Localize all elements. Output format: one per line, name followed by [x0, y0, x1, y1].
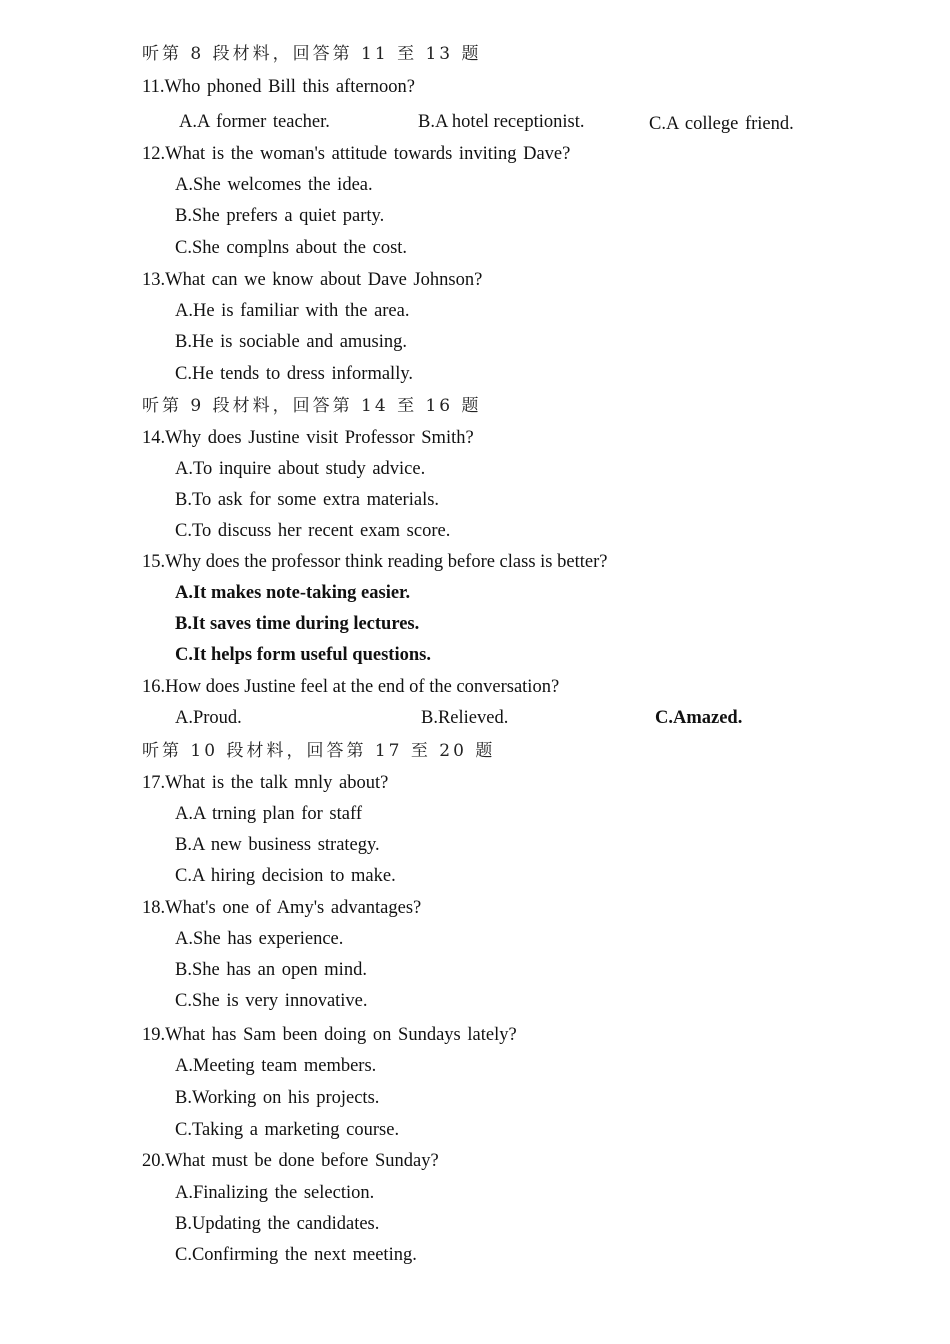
- question-14-option-b: B.To ask for some extra materials.: [175, 490, 440, 510]
- question-14-option-c: C.To discuss her recent exam score.: [175, 521, 451, 541]
- question-17-option-b: B.A new business strategy.: [175, 835, 380, 855]
- question-18-option-a: A.She has experience.: [175, 929, 344, 949]
- question-19-option-c: C.Taking a marketing course.: [175, 1120, 400, 1140]
- question-13-option-b: B.He is sociable and amusing.: [175, 332, 408, 352]
- question-11-option-c: C.A college friend.: [649, 114, 794, 134]
- question-16-option-b: B.Relieved.: [421, 708, 509, 728]
- question-17: 17.What is the talk mnly about?: [142, 773, 389, 793]
- question-15-option-c: C.It helps form useful questions.: [175, 645, 431, 665]
- question-15: 15.Why does the professor think reading before class is better?: [142, 552, 608, 572]
- question-20-option-a: A.Finalizing the selection.: [175, 1183, 375, 1203]
- question-20-option-c: C.Confirming the next meeting.: [175, 1245, 417, 1265]
- question-12-option-a: A.She welcomes the idea.: [175, 175, 373, 195]
- question-14: 14.Why does Justine visit Professor Smith?: [142, 428, 474, 448]
- question-18: 18.What's one of Amy's advantages?: [142, 898, 422, 918]
- question-13-option-c: C.He tends to dress informally.: [175, 364, 414, 384]
- question-19-option-a: A.Meeting team members.: [175, 1056, 377, 1076]
- question-17-option-c: C.A hiring decision to make.: [175, 866, 396, 886]
- question-19-option-b: B.Working on his projects.: [175, 1088, 380, 1108]
- question-13: 13.What can we know about Dave Johnson?: [142, 270, 483, 290]
- question-15-option-b: B.It saves time during lectures.: [175, 614, 420, 634]
- question-16: 16.How does Justine feel at the end of the conversation?: [142, 677, 560, 697]
- question-11: 11.Who phoned Bill this afternoon?: [142, 77, 415, 97]
- question-20: 20.What must be done before Sunday?: [142, 1151, 439, 1171]
- section-heading-10: 听第 10 段材料，回答第 17 至 20 题: [142, 741, 496, 761]
- question-20-option-b: B.Updating the candidates.: [175, 1214, 380, 1234]
- question-14-option-a: A.To inquire about study advice.: [175, 459, 426, 479]
- question-12: 12.What is the woman's attitude towards inviting Dave?: [142, 144, 571, 164]
- question-17-option-a: A.A trning plan for staff: [175, 804, 362, 824]
- question-12-option-c: C.She complns about the cost.: [175, 238, 408, 258]
- question-15-option-a: A.It makes note-taking easier.: [175, 583, 411, 603]
- question-11-option-b: B.A hotel receptionist.: [418, 112, 585, 132]
- question-18-option-c: C.She is very innovative.: [175, 991, 368, 1011]
- question-16-option-a: A.Proud.: [175, 708, 242, 728]
- question-16-option-c: C.Amazed.: [655, 708, 743, 728]
- section-heading-8: 听第 8 段材料，回答第 11 至 13 题: [142, 44, 482, 64]
- section-heading-9: 听第 9 段材料，回答第 14 至 16 题: [142, 396, 482, 416]
- question-13-option-a: A.He is familiar with the area.: [175, 301, 410, 321]
- question-11-option-a: A.A former teacher.: [179, 112, 330, 132]
- question-19: 19.What has Sam been doing on Sundays lately?: [142, 1025, 517, 1045]
- question-18-option-b: B.She has an open mind.: [175, 960, 367, 980]
- question-12-option-b: B.She prefers a quiet party.: [175, 206, 385, 226]
